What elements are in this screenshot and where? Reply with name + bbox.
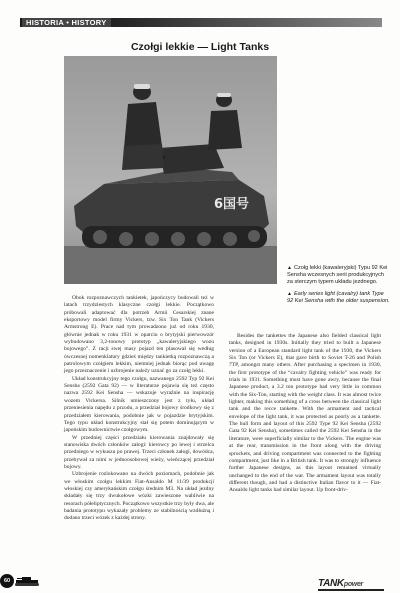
body-column-polish [64,295,214,570]
paragraph: Uzbrojenie rozlokowano na dwóch poziomach, podobnie jak we włoskim czołgu lekkim Fiat-Ansaldo M 11/39 produkcji włoskiej czy amerykańskim czołgu średnim M3. Na układ jezdny składały się trzy dwukołowe wózki zawieszone wahliwie na resorach półeliptycznych. Początkowo wszystkie trzy były dwa, ale badania prototypu wykazały problemy ze stabilnością wzdłużną i dodano trzeci wózek z każdej strony. [64,471,214,522]
logo-sub: power [343,581,363,588]
caption-polish-text: Czołg lekki (kawaleryjski) Typu 92 Kei Sensha wczesnych serii produkcyjnych za sterczym typem układu jezdnego. [287,265,388,286]
section-label: HISTORIA • HISTORY [22,18,111,27]
paragraph: W przedniej części przedziału kierowania znajdowały się stanowiska dwóch członków załogi: kierowcy po lewej i strzelca przedniego w wykuszu po prawej. Trzeci członek załogi, dowódca, przebywał za nimi w jednoosobowej wieży, wieńczącej przedział bojowy. [64,434,214,470]
hull-marking: 6国号 [214,197,250,212]
logo-underline [318,589,384,591]
paragraph: Obok rozpoznawczych tankietek, japończycy budowali też w latach trzydziestych klasyczne czołgi lekkie. Początkowo próbowali adaptować dla potrzeb Armii Cesarskiej znane eksportowy model firmy Vickers, tzw. Six Ton Tank (Vickers Armstrong E). Prace nad tym prowadzono już od roku 1930, głównie jednak w roku 1931 w oparciu o brytyjski pierwowzór wybudowano 3,2-tonowy prototyp „kawaleryjskiego wozu bojowego”. Z racji swej masy pojazd ten plasował się według ówczesnej nomenklatury gdzieś między tankietką rozpoznawczą a patrolowym czołgiem lekkim, niemniej jednak biorąc pod uwagę jego przeznaczenie i uzbrojenie należy uznać go za czołg lekki. [64,295,214,375]
page-number: 60 [0,574,14,588]
triangle-icon: ▲ [287,291,292,297]
tank-silhouette-icon [14,577,40,586]
triangle-icon: ▲ [287,265,292,271]
caption-polish [287,265,391,287]
caption-english [287,291,391,305]
article-title: Czołgi lekkie — Light Tanks [130,41,270,53]
caption-english-text: Early series light (cavalry) tank Type 92 Kei Sensha with the older suspension. [287,291,390,305]
logo-main: TANK [318,578,344,589]
paragraph: Układ konstrukcyjny tego czołgu, nazwanego 2592 Typ 92 Kei Sensha (2592 Gata 92) — w literaturze pojawia się też często nazwa 2592 Kei Sensha — wskazuje wyraźnie na inspirację wozem Vickersa. Silnik umieszczony jest z tyłu, układ przeniesienia napędu z przodu, a przedział bojowy środkowy się z przedziałem kierowania, podobnie jak w pojazdzie brytyjskim. Tego typu układ konstrukcyjny stał się potem dominującym w japońskim budownictwie czołgowym. [64,375,214,434]
body-column-english [229,333,381,571]
magazine-logo [318,578,363,589]
tank-photo [64,56,277,284]
header-gradient [95,18,382,27]
paragraph: Besides the tankettes the Japanese also fielded classical light tanks, designed in 1930s. Initially they tried to built a Japanese version of a European standard light tank of the 1930, the Vickers Six Ton (or Vickers E), that gave birth to Soviet T-26 and Polish 7TP, amongst many others. After purchasing a specimen in 1930, the first prototype of the “cavalry fighting vehicle” was ready for trials in 1931. Something must have gone awry, because the final Japanese product, a 3.2 ton prototype had very little in common with the Six-Ton, starting with the weight class. It was almost twice lighter, making this something of a cross between the classical light tank and the recce tankette. With the armament and tactical envelope of the light tank, it was protected as poorly as a tankette. The hull form and layout of this 2592 Type 92 Kei Sensha (2592 Gata 92 Kei Sensha), sometimes called the 2592 Kei Sensha in the literature, were superficially similar to the Vickers. The engine was at the rear, transmission in the front along with the driving sprockets, and driving compartment was connected to the fighting compartment, just like in a British tank. It was to strongly influence further Japanese designs, as this layout remained virtually unchanged to the end of the war. The armament layout was totally different though, and had a distinctive Italian flavor to it — Fiat-Ansaldo light tanks had similar layout. Up front-driv- [229,333,381,494]
tank-photo-image [64,56,277,284]
